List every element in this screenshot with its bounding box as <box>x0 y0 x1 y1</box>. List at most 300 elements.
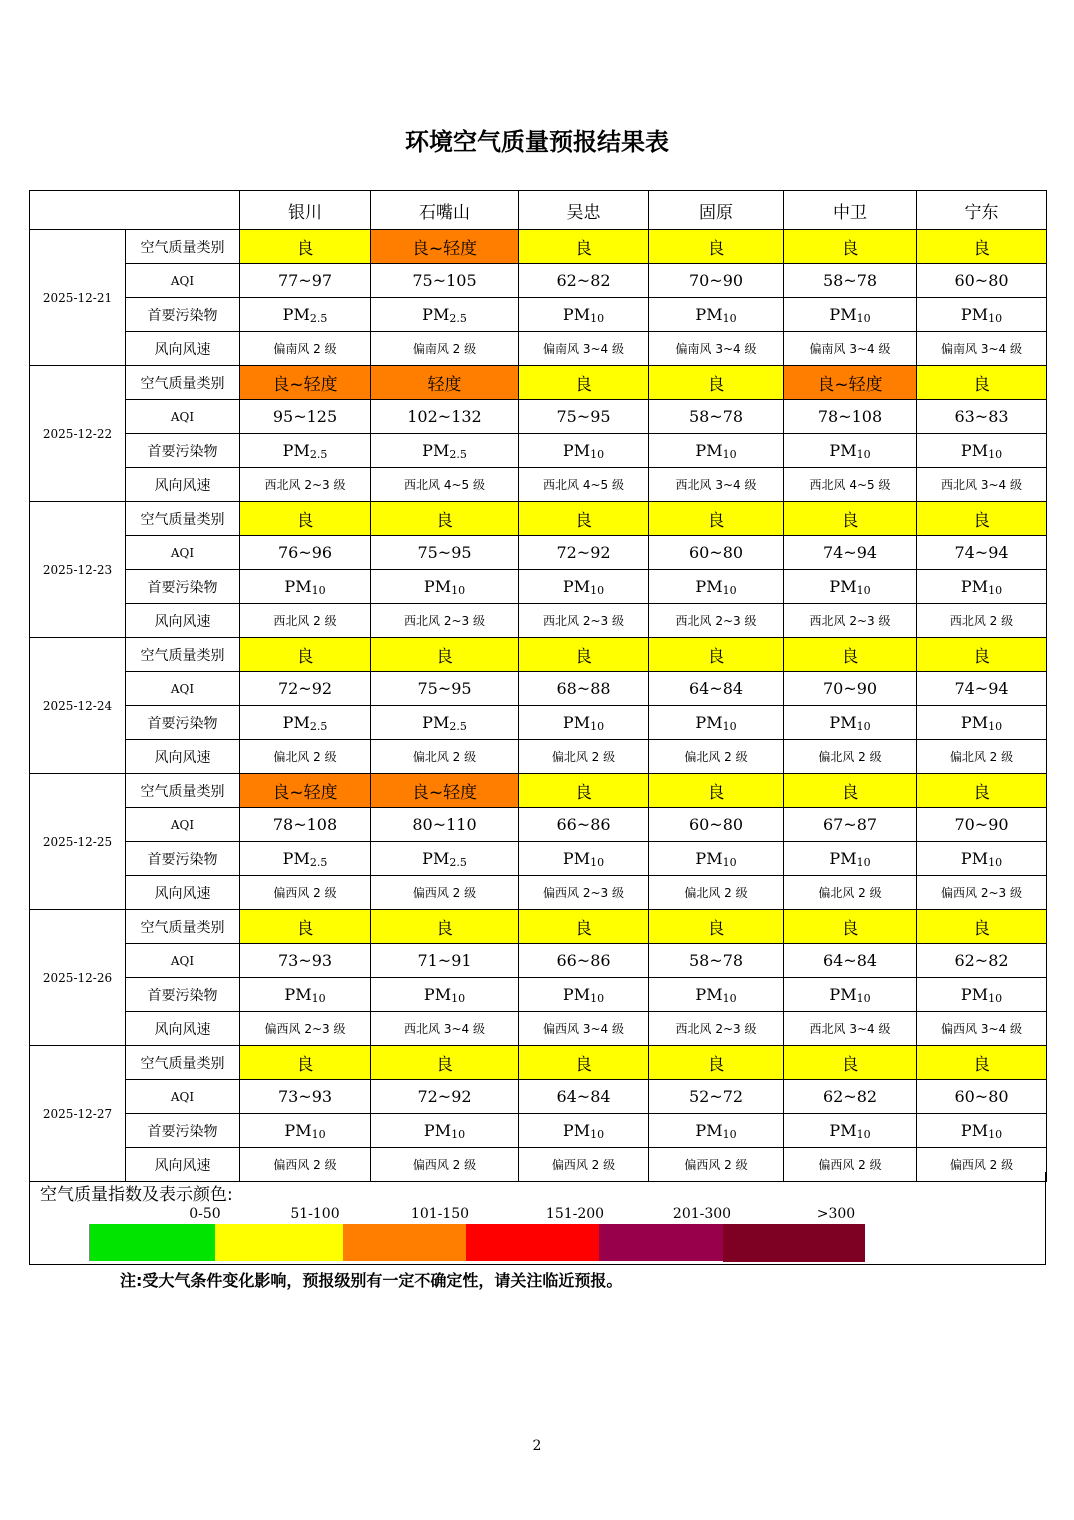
aqi-cell: 58~78 <box>649 400 784 434</box>
pollutant-name: PM <box>829 712 857 732</box>
quality-cell: 良 <box>519 1046 649 1080</box>
wind-cell: 偏西风 2 级 <box>784 1148 917 1182</box>
aqi-cell: 74~94 <box>917 536 1047 570</box>
quality-cell: 良 <box>519 910 649 944</box>
quality-cell: 良 <box>917 502 1047 536</box>
wind-cell: 西北风 2 级 <box>240 604 371 638</box>
quality-cell: 良 <box>519 502 649 536</box>
quality-cell: 良 <box>519 638 649 672</box>
quality-cell: 良~轻度 <box>240 774 371 808</box>
pollutant-name: PM <box>284 984 312 1004</box>
quality-cell: 良 <box>371 1046 519 1080</box>
pollutant-size: 2.5 <box>309 855 328 869</box>
pollutant-cell <box>784 842 917 876</box>
pollutant-cell <box>371 298 519 332</box>
pollutant-size: 10 <box>856 855 871 869</box>
pollutant-size: 2.5 <box>309 311 328 325</box>
pollutant-size: 10 <box>856 719 871 733</box>
table-row <box>30 1046 1047 1080</box>
table-row <box>30 978 1047 1012</box>
pollutant-size: 10 <box>988 583 1003 597</box>
table-row <box>30 604 1047 638</box>
aqi-cell: 62~82 <box>784 1080 917 1114</box>
page-number: 2 <box>532 1438 542 1454</box>
quality-cell: 良 <box>649 1046 784 1080</box>
wind-cell: 偏北风 2 级 <box>519 740 649 774</box>
wind-cell: 偏西风 2 级 <box>371 1148 519 1182</box>
pollutant-cell <box>519 434 649 468</box>
wind-cell: 西北风 2 级 <box>917 604 1047 638</box>
legend-color-swatch <box>723 1224 865 1262</box>
row-label: 首要污染物 <box>126 1114 240 1148</box>
quality-cell: 良 <box>649 638 784 672</box>
pollutant-size: 10 <box>311 1127 326 1141</box>
pollutant-name: PM <box>695 304 723 324</box>
pollutant-cell <box>371 842 519 876</box>
quality-cell: 良 <box>240 638 371 672</box>
quality-cell: 良 <box>917 1046 1047 1080</box>
pollutant-size: 2.5 <box>449 311 467 325</box>
pollutant-name: PM <box>562 848 591 868</box>
wind-cell: 偏西风 2 级 <box>917 1148 1047 1182</box>
legend-color-swatch <box>599 1224 723 1261</box>
date-cell: 2025-12-22 <box>30 366 126 502</box>
aqi-cell: 70~90 <box>649 264 784 298</box>
pollutant-name: PM <box>960 576 989 596</box>
row-label: 首要污染物 <box>126 298 240 332</box>
pollutant-name: PM <box>829 1120 857 1140</box>
quality-cell: 良 <box>371 638 519 672</box>
quality-cell: 良 <box>240 502 371 536</box>
date-cell: 2025-12-21 <box>30 230 126 366</box>
quality-cell: 良 <box>649 910 784 944</box>
row-label: 风向风速 <box>126 604 240 638</box>
table-row <box>30 264 1047 298</box>
pollutant-cell <box>519 978 649 1012</box>
pollutant-cell <box>519 706 649 740</box>
aqi-cell: 70~90 <box>784 672 917 706</box>
aqi-cell: 52~72 <box>649 1080 784 1114</box>
pollutant-size: 10 <box>988 991 1003 1005</box>
wind-cell: 偏西风 2 级 <box>519 1148 649 1182</box>
legend-range-label: 151-200 <box>545 1206 605 1222</box>
aqi-cell: 77~97 <box>240 264 371 298</box>
city-header: 中卫 <box>784 191 917 230</box>
pollutant-name: PM <box>422 440 450 460</box>
wind-cell: 偏西风 2~3 级 <box>519 876 649 910</box>
wind-cell: 偏南风 3~4 级 <box>784 332 917 366</box>
wind-cell: 西北风 2~3 级 <box>371 604 519 638</box>
table-row <box>30 706 1047 740</box>
legend-color-swatch <box>215 1224 343 1261</box>
quality-cell: 轻度 <box>371 366 519 400</box>
table-row <box>30 536 1047 570</box>
date-cell: 2025-12-24 <box>30 638 126 774</box>
pollutant-cell <box>519 570 649 604</box>
pollutant-name: PM <box>562 576 591 596</box>
pollutant-cell <box>240 434 371 468</box>
pollutant-name: PM <box>422 712 450 732</box>
legend-range-label: 51-100 <box>290 1206 340 1222</box>
table-row <box>30 298 1047 332</box>
wind-cell: 西北风 3~4 级 <box>649 468 784 502</box>
wind-cell: 西北风 2~3 级 <box>784 604 917 638</box>
row-label: 风向风速 <box>126 468 240 502</box>
pollutant-name: PM <box>960 440 989 460</box>
wind-cell: 西北风 4~5 级 <box>519 468 649 502</box>
row-label: AQI <box>126 264 240 298</box>
wind-cell: 西北风 2~3 级 <box>519 604 649 638</box>
table-row <box>30 1114 1047 1148</box>
quality-cell: 良 <box>917 366 1047 400</box>
quality-cell: 良~轻度 <box>371 774 519 808</box>
quality-cell: 良 <box>519 774 649 808</box>
table-row <box>30 808 1047 842</box>
row-label: 首要污染物 <box>126 570 240 604</box>
row-label: AQI <box>126 808 240 842</box>
quality-cell: 良 <box>784 638 917 672</box>
pollutant-size: 10 <box>856 447 871 461</box>
pollutant-size: 10 <box>988 855 1003 869</box>
wind-cell: 西北风 2~3 级 <box>240 468 371 502</box>
aqi-cell: 75~105 <box>371 264 519 298</box>
pollutant-cell <box>649 842 784 876</box>
pollutant-cell <box>917 434 1047 468</box>
aqi-cell: 75~95 <box>371 536 519 570</box>
aqi-cell: 95~125 <box>240 400 371 434</box>
aqi-cell: 64~84 <box>519 1080 649 1114</box>
aqi-cell: 80~110 <box>371 808 519 842</box>
pollutant-cell <box>371 434 519 468</box>
aqi-cell: 76~96 <box>240 536 371 570</box>
wind-cell: 偏北风 2 级 <box>649 876 784 910</box>
legend-range-label: 201-300 <box>672 1206 732 1222</box>
wind-cell: 偏西风 2 级 <box>240 1148 371 1182</box>
row-label: 首要污染物 <box>126 978 240 1012</box>
aqi-cell: 73~93 <box>240 944 371 978</box>
page-title: 环境空气质量预报结果表 <box>405 128 669 156</box>
row-label: 空气质量类别 <box>126 638 240 672</box>
legend-range-label: 0-50 <box>189 1206 221 1222</box>
row-label: 风向风速 <box>126 1012 240 1046</box>
row-label: AQI <box>126 536 240 570</box>
wind-cell: 西北风 4~5 级 <box>371 468 519 502</box>
table-row <box>30 332 1047 366</box>
table-row <box>30 1080 1047 1114</box>
quality-cell: 良 <box>784 774 917 808</box>
date-cell: 2025-12-25 <box>30 774 126 910</box>
wind-cell: 偏南风 2 级 <box>371 332 519 366</box>
row-label: AQI <box>126 672 240 706</box>
aqi-cell: 75~95 <box>519 400 649 434</box>
quality-cell: 良 <box>649 230 784 264</box>
row-label: 空气质量类别 <box>126 910 240 944</box>
legend-title: 空气质量指数及表示颜色: <box>40 1185 233 1205</box>
pollutant-size: 2.5 <box>449 719 467 733</box>
aqi-cell: 60~80 <box>917 264 1047 298</box>
legend-color-swatch <box>89 1224 216 1261</box>
wind-cell: 偏西风 2~3 级 <box>917 876 1047 910</box>
table-row <box>30 434 1047 468</box>
pollutant-name: PM <box>562 304 591 324</box>
aqi-cell: 62~82 <box>917 944 1047 978</box>
aqi-cell: 70~90 <box>917 808 1047 842</box>
quality-cell: 良 <box>784 502 917 536</box>
row-label: 空气质量类别 <box>126 1046 240 1080</box>
city-header: 石嘴山 <box>371 191 519 230</box>
date-cell: 2025-12-27 <box>30 1046 126 1182</box>
quality-cell: 良 <box>649 366 784 400</box>
legend-color-swatch <box>466 1224 599 1261</box>
table-row <box>30 740 1047 774</box>
pollutant-size: 10 <box>722 855 737 869</box>
row-label: 风向风速 <box>126 1148 240 1182</box>
aqi-cell: 72~92 <box>519 536 649 570</box>
wind-cell: 偏北风 2 级 <box>917 740 1047 774</box>
pollutant-name: PM <box>562 712 591 732</box>
quality-cell: 良 <box>649 774 784 808</box>
pollutant-size: 10 <box>722 991 737 1005</box>
aqi-cell: 58~78 <box>784 264 917 298</box>
quality-cell: 良 <box>917 910 1047 944</box>
aqi-cell: 60~80 <box>649 808 784 842</box>
pollutant-cell <box>784 1114 917 1148</box>
pollutant-name: PM <box>829 848 857 868</box>
aqi-cell: 74~94 <box>917 672 1047 706</box>
pollutant-size: 10 <box>722 719 737 733</box>
date-cell: 2025-12-26 <box>30 910 126 1046</box>
table-row <box>30 502 1047 536</box>
pollutant-cell <box>371 978 519 1012</box>
pollutant-size: 10 <box>988 311 1003 325</box>
wind-cell: 偏北风 2 级 <box>784 740 917 774</box>
quality-cell: 良 <box>240 910 371 944</box>
pollutant-name: PM <box>423 576 452 596</box>
pollutant-name: PM <box>829 440 857 460</box>
table-row <box>30 366 1047 400</box>
pollutant-name: PM <box>282 712 310 732</box>
pollutant-size: 10 <box>988 447 1003 461</box>
corner-cell <box>30 191 240 230</box>
aqi-cell: 64~84 <box>784 944 917 978</box>
wind-cell: 偏南风 3~4 级 <box>917 332 1047 366</box>
pollutant-name: PM <box>695 848 723 868</box>
aqi-cell: 72~92 <box>371 1080 519 1114</box>
aqi-cell: 78~108 <box>784 400 917 434</box>
pollutant-size: 2.5 <box>309 447 328 461</box>
pollutant-name: PM <box>695 984 723 1004</box>
aqi-cell: 63~83 <box>917 400 1047 434</box>
pollutant-cell <box>240 842 371 876</box>
wind-cell: 偏南风 3~4 级 <box>649 332 784 366</box>
pollutant-cell <box>784 706 917 740</box>
pollutant-size: 10 <box>722 311 737 325</box>
pollutant-name: PM <box>695 576 723 596</box>
quality-cell: 良 <box>371 910 519 944</box>
pollutant-cell <box>917 978 1047 1012</box>
wind-cell: 偏北风 2 级 <box>371 740 519 774</box>
pollutant-size: 10 <box>590 1127 605 1141</box>
pollutant-cell <box>649 1114 784 1148</box>
pollutant-name: PM <box>829 576 857 596</box>
wind-cell: 偏北风 2 级 <box>240 740 371 774</box>
pollutant-size: 10 <box>451 1127 466 1141</box>
city-header: 固原 <box>649 191 784 230</box>
table-row <box>30 774 1047 808</box>
city-header: 宁东 <box>917 191 1047 230</box>
wind-cell: 偏北风 2 级 <box>784 876 917 910</box>
table-row <box>30 230 1047 264</box>
pollutant-name: PM <box>284 576 312 596</box>
pollutant-cell <box>371 1114 519 1148</box>
quality-cell: 良 <box>519 230 649 264</box>
pollutant-name: PM <box>960 848 989 868</box>
pollutant-cell <box>371 570 519 604</box>
aqi-cell: 58~78 <box>649 944 784 978</box>
date-cell: 2025-12-23 <box>30 502 126 638</box>
pollutant-name: PM <box>562 1120 591 1140</box>
pollutant-name: PM <box>282 848 310 868</box>
aqi-cell: 102~132 <box>371 400 519 434</box>
pollutant-name: PM <box>695 1120 723 1140</box>
pollutant-cell <box>917 570 1047 604</box>
pollutant-cell <box>240 298 371 332</box>
pollutant-size: 10 <box>856 583 871 597</box>
quality-cell: 良 <box>649 502 784 536</box>
row-label: 风向风速 <box>126 332 240 366</box>
quality-cell: 良 <box>784 230 917 264</box>
row-label: AQI <box>126 1080 240 1114</box>
pollutant-size: 10 <box>856 991 871 1005</box>
pollutant-name: PM <box>960 984 989 1004</box>
pollutant-size: 10 <box>590 855 605 869</box>
quality-cell: 良~轻度 <box>240 366 371 400</box>
wind-cell: 西北风 3~4 级 <box>371 1012 519 1046</box>
wind-cell: 偏西风 3~4 级 <box>917 1012 1047 1046</box>
aqi-cell: 74~94 <box>784 536 917 570</box>
pollutant-size: 10 <box>722 1127 737 1141</box>
quality-cell: 良 <box>917 638 1047 672</box>
pollutant-size: 10 <box>590 991 605 1005</box>
wind-cell: 偏西风 2 级 <box>371 876 519 910</box>
pollutant-name: PM <box>422 848 450 868</box>
pollutant-cell <box>519 842 649 876</box>
table-row <box>30 638 1047 672</box>
aqi-cell: 62~82 <box>519 264 649 298</box>
wind-cell: 西北风 2~3 级 <box>649 604 784 638</box>
table-row <box>30 672 1047 706</box>
pollutant-name: PM <box>423 984 452 1004</box>
wind-cell: 偏西风 2 级 <box>649 1148 784 1182</box>
aqi-cell: 66~86 <box>519 944 649 978</box>
forecast-note: 注:受大气条件变化影响，预报级别有一定不确定性，请关注临近预报。 <box>120 1271 623 1290</box>
pollutant-cell <box>649 434 784 468</box>
quality-cell: 良 <box>240 1046 371 1080</box>
pollutant-cell <box>519 1114 649 1148</box>
aqi-cell: 60~80 <box>917 1080 1047 1114</box>
quality-cell: 良 <box>917 230 1047 264</box>
wind-cell: 西北风 4~5 级 <box>784 468 917 502</box>
wind-cell: 偏南风 3~4 级 <box>519 332 649 366</box>
wind-cell: 偏南风 2 级 <box>240 332 371 366</box>
pollutant-cell <box>649 298 784 332</box>
wind-cell: 偏西风 2~3 级 <box>240 1012 371 1046</box>
aqi-cell: 68~88 <box>519 672 649 706</box>
pollutant-cell <box>649 570 784 604</box>
row-label: 首要污染物 <box>126 842 240 876</box>
quality-cell: 良~轻度 <box>371 230 519 264</box>
row-label: 首要污染物 <box>126 706 240 740</box>
pollutant-name: PM <box>829 304 857 324</box>
pollutant-size: 10 <box>856 311 871 325</box>
wind-cell: 西北风 2~3 级 <box>649 1012 784 1046</box>
aqi-cell: 66~86 <box>519 808 649 842</box>
pollutant-size: 10 <box>988 719 1003 733</box>
pollutant-name: PM <box>960 1120 989 1140</box>
pollutant-cell <box>240 1114 371 1148</box>
quality-cell: 良 <box>784 1046 917 1080</box>
pollutant-cell <box>784 978 917 1012</box>
row-label: 空气质量类别 <box>126 366 240 400</box>
pollutant-size: 2.5 <box>309 719 328 733</box>
pollutant-size: 10 <box>590 311 605 325</box>
pollutant-cell <box>371 706 519 740</box>
aqi-cell: 67~87 <box>784 808 917 842</box>
table-row <box>30 944 1047 978</box>
pollutant-size: 10 <box>988 1127 1003 1141</box>
quality-cell: 良 <box>917 774 1047 808</box>
pollutant-cell <box>649 706 784 740</box>
pollutant-size: 10 <box>451 991 466 1005</box>
city-header: 银川 <box>240 191 371 230</box>
pollutant-cell <box>784 570 917 604</box>
aqi-cell: 71~91 <box>371 944 519 978</box>
legend-color-swatch <box>343 1224 466 1261</box>
wind-cell: 偏北风 2 级 <box>649 740 784 774</box>
table-row <box>30 400 1047 434</box>
legend-range-label: 101-150 <box>410 1206 470 1222</box>
row-label: 风向风速 <box>126 876 240 910</box>
pollutant-cell <box>240 978 371 1012</box>
pollutant-cell <box>649 978 784 1012</box>
quality-cell: 良~轻度 <box>784 366 917 400</box>
aqi-cell: 75~95 <box>371 672 519 706</box>
pollutant-cell <box>240 570 371 604</box>
pollutant-name: PM <box>282 304 310 324</box>
wind-cell: 西北风 3~4 级 <box>917 468 1047 502</box>
row-label: 首要污染物 <box>126 434 240 468</box>
pollutant-cell <box>519 298 649 332</box>
pollutant-name: PM <box>960 712 989 732</box>
aqi-cell: 72~92 <box>240 672 371 706</box>
pollutant-cell <box>917 842 1047 876</box>
row-label: AQI <box>126 400 240 434</box>
row-label: 空气质量类别 <box>126 502 240 536</box>
city-header: 吴忠 <box>519 191 649 230</box>
pollutant-name: PM <box>423 1120 452 1140</box>
aqi-cell: 64~84 <box>649 672 784 706</box>
pollutant-cell <box>784 434 917 468</box>
aqi-cell: 73~93 <box>240 1080 371 1114</box>
header-row <box>30 191 1047 230</box>
pollutant-size: 2.5 <box>449 855 467 869</box>
table-row <box>30 842 1047 876</box>
table-row <box>30 570 1047 604</box>
wind-cell: 西北风 3~4 级 <box>784 1012 917 1046</box>
pollutant-name: PM <box>562 984 591 1004</box>
pollutant-name: PM <box>960 304 989 324</box>
pollutant-size: 10 <box>722 447 737 461</box>
